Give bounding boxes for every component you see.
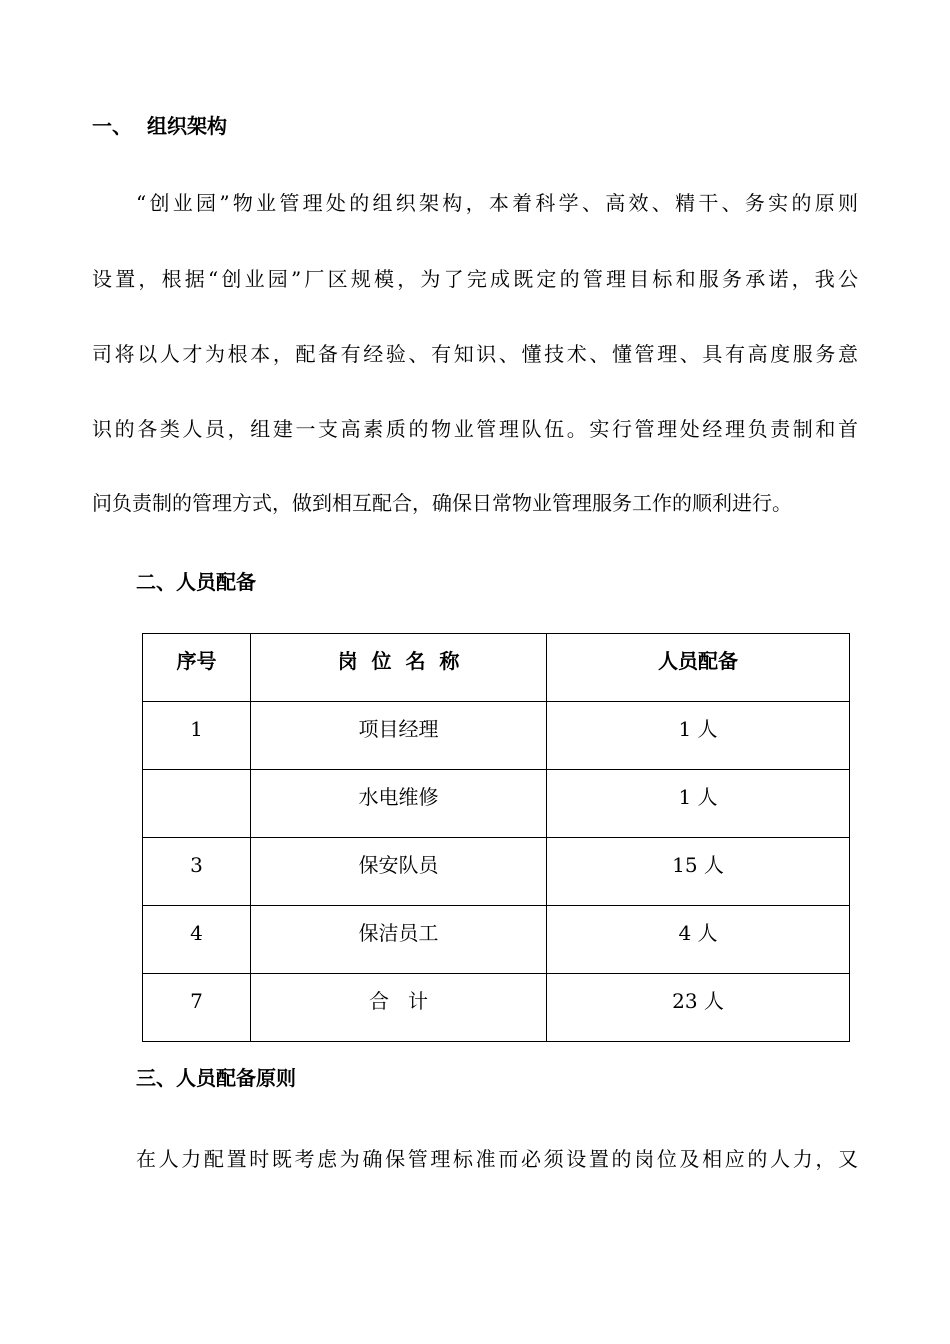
cell-staffing: 4 人 <box>547 906 850 974</box>
cell-staffing: 23 人 <box>547 974 850 1042</box>
cell-index: 3 <box>143 838 251 906</box>
cell-index <box>143 770 251 838</box>
header-cell-position: 岗 位 名 称 <box>251 634 547 702</box>
cell-staffing: 15 人 <box>547 838 850 906</box>
section1-title: 组织架构 <box>147 114 227 138</box>
cell-position: 保洁员工 <box>251 906 547 974</box>
section3-title: 三、人员配备原则 <box>136 1066 296 1090</box>
paragraph-line: 司将以人才为根本，配备有经验、有知识、懂技术、懂管理、具有高度服务意 <box>92 342 858 366</box>
cell-position: 水电维修 <box>251 770 547 838</box>
table-row <box>143 702 850 770</box>
paragraph-line: 在人力配置时既考虑为确保管理标准而必须设置的岗位及相应的人力，又 <box>136 1147 858 1171</box>
table-row-total <box>143 974 850 1042</box>
cell-staffing: 1 人 <box>547 702 850 770</box>
paragraph-line: 问负责制的管理方式，做到相互配合，确保日常物业管理服务工作的顺利进行。 <box>92 491 792 515</box>
table-header-row <box>143 634 850 702</box>
paragraph-line: “创业园”物业管理处的组织架构，本着科学、高效、精干、务实的原则 <box>136 191 858 215</box>
paragraph-line: 识的各类人员，组建一支高素质的物业管理队伍。实行管理处经理负责制和首 <box>92 417 858 441</box>
section2-title: 二、人员配备 <box>136 570 256 594</box>
table-row <box>143 770 850 838</box>
table-row <box>143 906 850 974</box>
section1-number: 一、 <box>92 114 132 138</box>
cell-position: 合 计 <box>251 974 547 1042</box>
staffing-table <box>142 633 850 1042</box>
table-row <box>143 838 850 906</box>
header-cell-index: 序号 <box>143 634 251 702</box>
cell-index: 7 <box>143 974 251 1042</box>
cell-position: 项目经理 <box>251 702 547 770</box>
cell-position: 保安队员 <box>251 838 547 906</box>
cell-index: 1 <box>143 702 251 770</box>
header-cell-staffing: 人员配备 <box>547 634 850 702</box>
paragraph-line: 设置，根据“创业园”厂区规模，为了完成既定的管理目标和服务承诺，我公 <box>92 267 858 291</box>
cell-index: 4 <box>143 906 251 974</box>
cell-staffing: 1 人 <box>547 770 850 838</box>
